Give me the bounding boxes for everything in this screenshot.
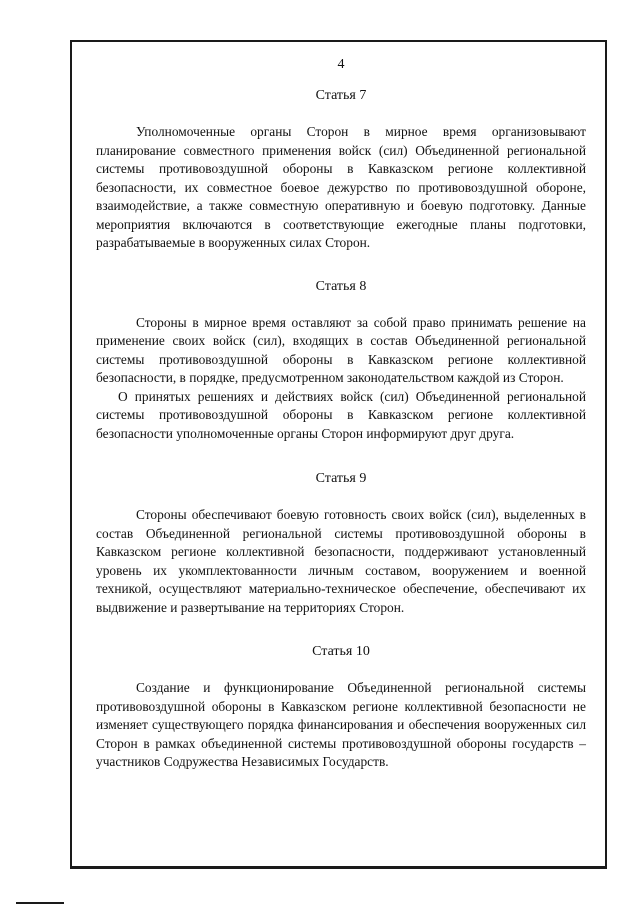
article-title: Статья 7	[315, 88, 367, 103]
article-9	[96, 470, 586, 617]
article-title: Статья 10	[312, 644, 370, 659]
article-title: Статья 8	[315, 278, 367, 294]
article-8	[96, 278, 586, 444]
frame-bottom-border	[70, 866, 607, 869]
document-body	[96, 56, 586, 796]
corner-mark	[16, 902, 64, 904]
page-number: 4	[337, 57, 345, 72]
article-10	[96, 643, 586, 772]
article-paragraph: Стороны в мирное время оставляют за собой право принимать решение на применение своих войск (сил), входящих в состав Объединенной региональной системы противовоздушной обороны в Кавказском регионе коллективной безопасности, в порядке, предусмотренном законодательством каждой из Сторон.	[96, 314, 586, 385]
article-7	[96, 87, 586, 253]
article-paragraph: Уполномоченные органы Сторон в мирное время организовывают планирование совместного применения войск (сил) Объединенной региональной системы противовоздушной обороны в Кавказском регионе коллективной безопасности, их совместное боевое дежурство по противовоздушной обороне, взаимодействие, а также совместную оперативную и боевую подготовку. Данные мероприятия включаются в соответствующие ежегодные планы подготовки, разрабатываемые в вооруженных силах Сторон.	[96, 124, 586, 250]
article-paragraph: Стороны обеспечивают боевую готовность своих войск (сил), выделенных в состав Объединенной региональной системы противовоздушной обороны в Кавказском регионе коллективной безопасности, поддерживают установленный уровень их укомплектованности личным составом, вооружением и военной техникой, осуществляют материально-техническое обеспечение, обеспечивают их выдвижение и развертывание на территориях Сторон.	[96, 507, 586, 615]
article-paragraph: Создание и функционирование Объединенной региональной системы противовоздушной обороны в Кавказском регионе коллективной безопасности не изменяет существующего порядка финансирования и обеспечения вооруженных сил Сторон в рамках объединенной системы противовоздушной обороны государств – участников Содружества Независимых Государств.	[96, 680, 586, 769]
frame-top-border	[70, 40, 607, 42]
article-title: Статья 9	[315, 471, 367, 486]
article-paragraph: О принятых решениях и действиях войск (сил) Объединенной региональной системы противовоздушной обороны в Кавказском регионе коллективной безопасности уполномоченные органы Сторон информируют друг друга.	[96, 388, 586, 441]
